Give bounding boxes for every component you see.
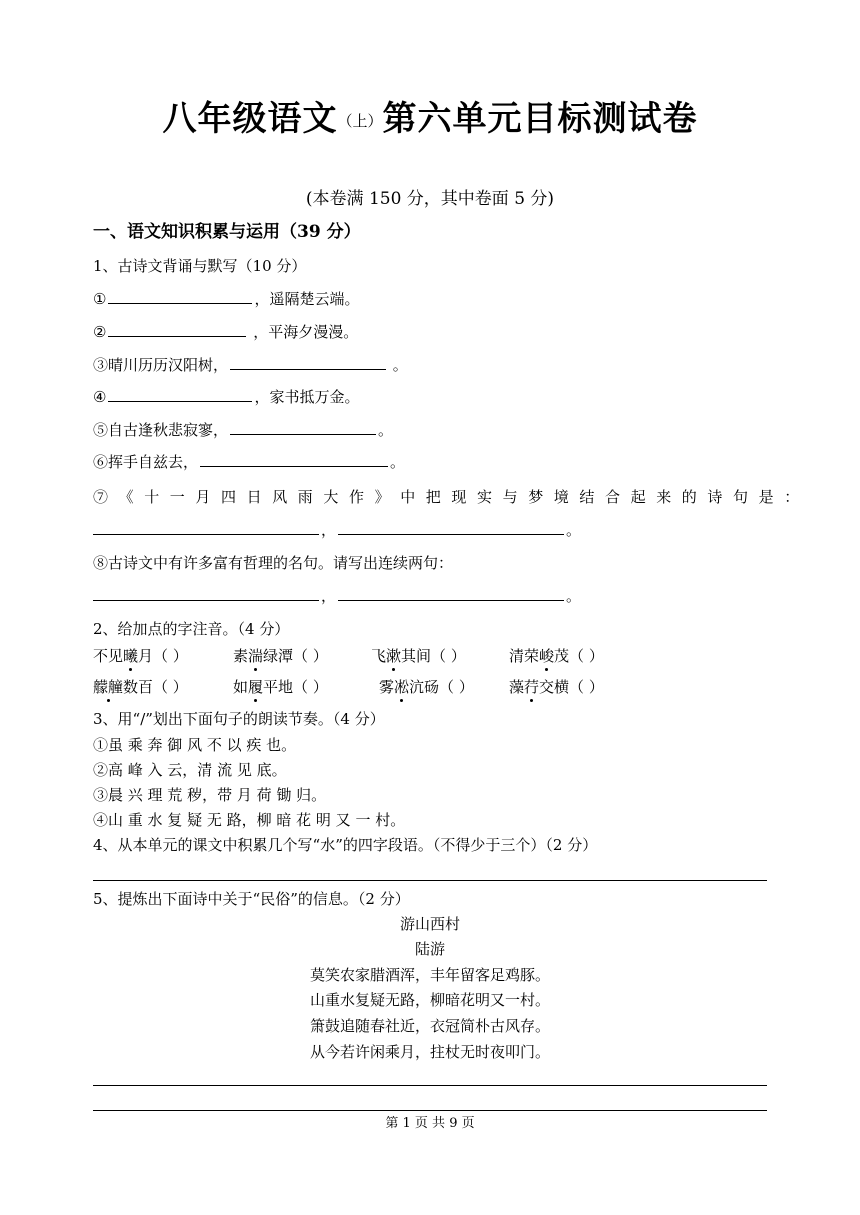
poem-line: 莫笑农家腊酒浑，丰年留客足鸡豚。 [309,966,550,984]
recite-item-6-suffix: 。 [390,453,406,471]
answer-parentheses[interactable]: （ ） [569,678,604,696]
dotted-char: 曦 [123,647,139,665]
recite-item-1-prefix: ① [93,290,107,308]
recite-item-7: ⑦《十一月四日风雨大作》中把现实与梦境结合起来的诗句是： [93,488,810,506]
answer-parentheses[interactable]: （ ） [569,647,604,665]
question-5-heading: 5、提炼出下面诗中关于“民俗”的信息。（2 分） [93,890,410,908]
answer-parentheses[interactable]: （ ） [439,678,474,696]
answer-parentheses[interactable]: （ ） [293,647,328,665]
answer-parentheses[interactable]: （ ） [153,678,188,696]
phrase-text: 藻 [509,678,525,696]
recite-item-4 [93,387,359,407]
footer-divider [93,1110,767,1111]
title-main-part2: 第六单元目标测试卷 [382,99,698,139]
comma: ， [321,587,337,605]
recite-item-2 [93,322,358,342]
poem-title: 游山西村 [399,915,460,933]
recite-item-4-suffix: ，家书抵万金。 [254,388,360,406]
dotted-char: 峻 [539,647,555,665]
title-volume-note: （上） [337,112,383,130]
answer-parentheses[interactable]: （ ） [293,678,328,696]
recite-item-3-suffix: 。 [388,356,408,374]
recite-item-3-prefix: ③晴川历历汉阳树， [93,356,229,374]
phrase-text: 平地 [263,678,294,696]
answer-line[interactable] [93,880,767,881]
recite-item-2-suffix: ，平海夕漫漫。 [248,323,359,341]
recite-item-3 [93,355,408,375]
recite-item-8-answer-line [93,586,581,606]
phrase-text: 绿潭 [263,647,294,665]
recite-item-6 [93,452,405,472]
phrase-text: 如 [233,678,249,696]
answer-blank[interactable] [230,420,376,435]
recite-item-7-answer-line [93,520,581,540]
answer-blank[interactable] [230,355,386,370]
poem-line: 山重水复疑无路，柳暗花明又一村。 [309,991,550,1009]
phrase-text: 清荣 [509,647,540,665]
phrase-text: 雾 [379,678,395,696]
poem-line: 箫鼓追随春社近，衣冠简朴古风存。 [309,1017,550,1035]
dotted-char: 湍 [248,647,264,665]
page-number: 第 1 页 共 9 页 [385,1116,475,1131]
answer-parentheses[interactable]: （ ） [431,647,466,665]
recite-item-5 [93,420,393,440]
pinyin-item [93,646,188,666]
dotted-char: 艨艟 [93,678,124,696]
phrase-text: 数百 [123,678,154,696]
score-note: (本卷满 150 分，其中卷面 5 分) [305,189,555,209]
answer-blank[interactable] [93,520,319,535]
question-4-heading: 4、从本单元的课文中积累几个写“水”的四字段语。（不得少于三个）（2 分） [93,836,598,854]
pinyin-item [233,646,328,666]
rhythm-sentence: ③晨 兴 理 荒 秽，带 月 荷 锄 归。 [93,786,327,804]
page-title [0,95,860,145]
answer-blank[interactable] [108,387,252,402]
period: 。 [566,521,582,539]
pinyin-item [93,677,188,697]
answer-blank[interactable] [200,452,388,467]
poem-author: 陆游 [414,940,445,958]
question-1-heading: 1、古诗文背诵与默写（10 分） [93,257,307,275]
rhythm-sentence: ④山 重 水 复 疑 无 路，柳 暗 花 明 又 一 村。 [93,811,406,829]
answer-line[interactable] [93,1085,767,1086]
phrase-text: 素 [233,647,249,665]
phrase-text: 茂 [554,647,570,665]
question-3-heading: 3、用“/”划出下面句子的朗读节奏。（4 分） [93,710,385,728]
dotted-char: 履 [248,678,264,696]
pinyin-item [371,646,466,666]
recite-item-1 [93,289,359,309]
recite-item-5-prefix: ⑤自古逢秋悲寂寥， [93,421,229,439]
phrase-text: 不见 [93,647,124,665]
title-main-part1: 八年级语文 [162,99,338,139]
dotted-char: 荇 [524,678,540,696]
recite-item-8: ⑧古诗文中有许多富有哲理的名句。请写出连续两句： [93,554,454,572]
answer-blank[interactable] [108,289,252,304]
answer-blank[interactable] [93,586,319,601]
pinyin-item [509,677,604,697]
rhythm-sentence: ①虽 乘 奔 御 风 不 以 疾 也。 [93,736,297,754]
recite-item-6-prefix: ⑥挥手自兹去， [93,453,199,471]
phrase-text: 飞 [371,647,387,665]
pinyin-item [509,646,604,666]
dotted-char: 凇 [394,678,410,696]
recite-item-1-suffix: ，遥隔楚云端。 [254,290,360,308]
recite-item-5-suffix: 。 [378,421,394,439]
section-heading: 一、语文知识积累与运用（39 分） [93,222,361,242]
answer-blank[interactable] [338,586,564,601]
period: 。 [566,587,582,605]
rhythm-sentence: ②高 峰 入 云，清 流 见 底。 [93,761,287,779]
comma: ， [321,521,337,539]
answer-parentheses[interactable]: （ ） [153,647,188,665]
phrase-text: 交横 [539,678,570,696]
recite-item-4-prefix: ④ [93,388,107,406]
phrase-text: 沆砀 [409,678,440,696]
pinyin-item [233,677,328,697]
poem-line: 从今若许闲乘月，拄杖无时夜叩门。 [309,1043,550,1061]
phrase-text: 月 [138,647,154,665]
dotted-char: 漱 [386,647,402,665]
answer-blank[interactable] [338,520,564,535]
question-2-heading: 2、给加点的字注音。（4 分） [93,620,290,638]
pinyin-item [379,677,474,697]
answer-blank[interactable] [108,322,246,337]
recite-item-2-prefix: ② [93,323,107,341]
phrase-text: 其间 [401,647,432,665]
